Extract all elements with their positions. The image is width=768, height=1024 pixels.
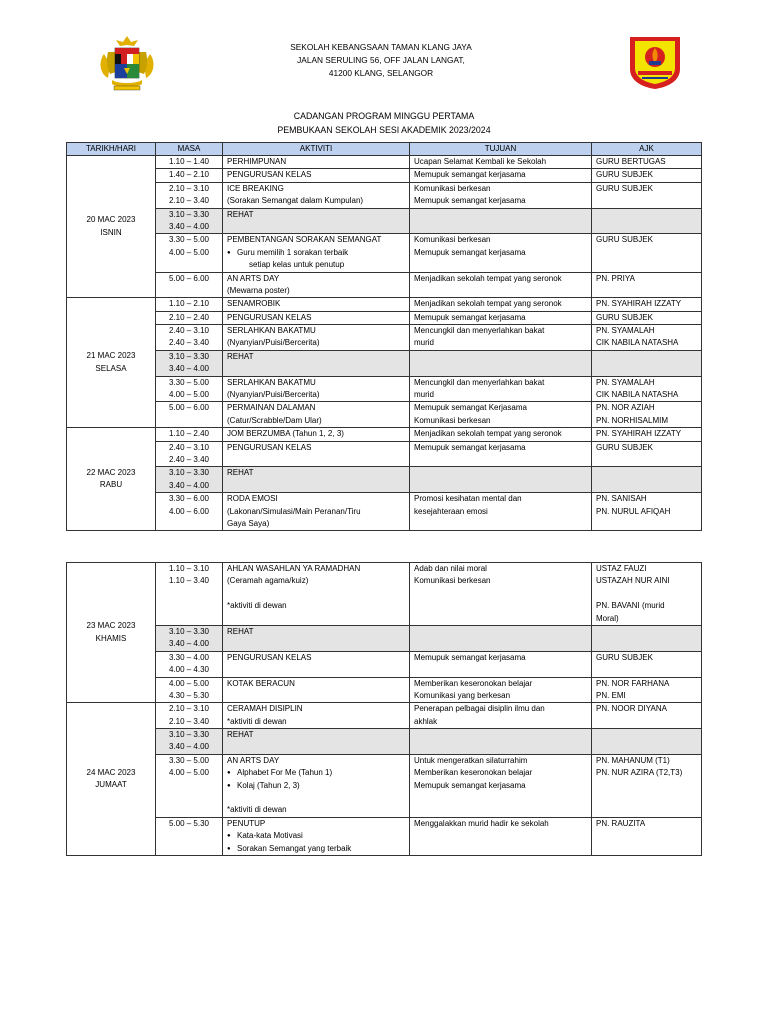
masa-text: 4.00 – 5.00 <box>168 678 210 688</box>
tujuan-text: kesejahteraan emosi <box>414 506 488 516</box>
ajk-text: PN. MAHANUM (T1) <box>596 755 670 765</box>
masa-cell <box>156 350 223 376</box>
masa-text: 3.10 – 3.30 <box>168 626 210 636</box>
aktiviti-text: (Sorakan Semangat dalam Kumpulan) <box>227 196 364 206</box>
tujuan-cell <box>410 182 592 208</box>
aktiviti-text: PENGURUSAN KELAS <box>227 170 312 180</box>
tujuan-text: Adab dan nilai moral <box>414 564 487 573</box>
aktiviti-bullet-item: ● Kolaj (Tahun 2, 3) <box>227 780 405 792</box>
ajk-cell <box>592 428 702 441</box>
masa-text: 3.10 – 3.30 <box>168 468 210 478</box>
table-row <box>67 677 702 703</box>
tujuan-text: Memberikan keseronokan belajar <box>414 768 533 778</box>
program-title-line1: CADANGAN PROGRAM MINGGU PERTAMA <box>293 111 475 121</box>
tujuan-text: murid <box>414 338 435 348</box>
masa-text: 2.10 – 3.10 <box>168 704 210 714</box>
aktiviti-cell <box>223 817 410 855</box>
masa-cell <box>156 156 223 169</box>
aktiviti-cell <box>223 376 410 402</box>
masa-text: 4.00 – 4.30 <box>168 665 210 675</box>
tujuan-cell <box>410 729 592 755</box>
tujuan-text: akhlak <box>414 716 438 726</box>
tujuan-cell <box>410 428 592 441</box>
table-row <box>67 234 702 272</box>
tujuan-cell <box>410 234 592 272</box>
ajk-cell <box>592 651 702 677</box>
ajk-text: PN. SYAMALAH <box>596 377 655 387</box>
aktiviti-text: PENUTUP <box>227 818 266 828</box>
aktiviti-text: REHAT <box>227 468 254 478</box>
masa-text: 4.00 – 5.00 <box>168 390 210 400</box>
day-date: 21 MAC 2023 <box>86 351 136 361</box>
table-row <box>67 563 702 626</box>
masa-cell <box>156 467 223 493</box>
masa-cell <box>156 703 223 729</box>
table-row-rehat <box>67 350 702 376</box>
tujuan-cell <box>410 272 592 298</box>
masa-text: 2.10 – 3.40 <box>168 716 210 726</box>
column-header-ajk: AJK <box>592 143 702 156</box>
ajk-cell <box>592 563 702 626</box>
aktiviti-text: (Ceramah agama/kuiz) <box>227 576 309 586</box>
tujuan-text: Komunikasi berkesan <box>414 235 491 245</box>
aktiviti-cell <box>223 677 410 703</box>
masa-text: 2.40 – 3.40 <box>168 338 210 348</box>
masa-cell <box>156 441 223 467</box>
day-name: ISNIN <box>100 227 122 237</box>
masa-text: 3.40 – 4.00 <box>168 639 210 649</box>
table-row-rehat <box>67 729 702 755</box>
aktiviti-bullet-item: ● Kata-kata Motivasi <box>227 830 405 842</box>
day-name: SELASA <box>95 363 127 373</box>
tujuan-text: Memupuk semangat kerjasama <box>414 780 526 790</box>
masa-text: 3.10 – 3.30 <box>168 209 210 219</box>
tujuan-text: Komunikasi berkesan <box>414 576 491 586</box>
ajk-cell <box>592 298 702 311</box>
ajk-text: USTAZ FAUZI <box>596 564 647 573</box>
table-row-rehat <box>67 208 702 234</box>
tujuan-text: Promosi kesihatan mental dan <box>414 494 522 504</box>
tujuan-cell <box>410 817 592 855</box>
tujuan-text: Memupuk semangat kerjasama <box>414 652 526 662</box>
aktiviti-bullet-item: ● Guru memilih 1 sorakan terbaik <box>227 247 405 259</box>
aktiviti-cell <box>223 729 410 755</box>
tujuan-text: Komunikasi yang berkesan <box>414 690 511 700</box>
table-row <box>67 298 702 311</box>
table-row <box>67 493 702 531</box>
aktiviti-cell <box>223 311 410 324</box>
table-row <box>67 311 702 324</box>
aktiviti-text: JOM BERZUMBA (Tahun 1, 2, 3) <box>227 429 344 439</box>
aktiviti-text: (Nyanyian/Puisi/Bercerita) <box>227 390 320 400</box>
ajk-cell <box>592 350 702 376</box>
tujuan-text: Memupuk semangat kerjasama <box>414 170 526 180</box>
masa-text: 4.00 – 5.00 <box>168 247 210 257</box>
masa-cell <box>156 208 223 234</box>
schedule-table-week-part2 <box>66 562 702 856</box>
masa-text: 3.10 – 3.30 <box>168 730 210 740</box>
table-header-row <box>67 143 702 156</box>
tujuan-cell <box>410 625 592 651</box>
masa-cell <box>156 234 223 272</box>
tujuan-text: Memberikan keseronokan belajar <box>414 678 533 688</box>
tujuan-cell <box>410 441 592 467</box>
ajk-cell <box>592 441 702 467</box>
tujuan-cell <box>410 493 592 531</box>
aktiviti-cell <box>223 169 410 182</box>
ajk-cell <box>592 754 702 817</box>
ajk-text: CIK NABILA NATASHA <box>596 390 679 400</box>
day-name: JUMAAT <box>95 780 127 790</box>
ajk-text: GURU BERTUGAS <box>596 157 666 166</box>
aktiviti-text: REHAT <box>227 351 254 361</box>
masa-cell <box>156 651 223 677</box>
aktiviti-text: PENGURUSAN KELAS <box>227 442 312 452</box>
column-header-tujuan: TUJUAN <box>410 143 592 156</box>
masa-text: 2.40 – 3.40 <box>168 454 210 464</box>
ajk-text: PN. NURUL AFIQAH <box>596 506 671 516</box>
day-cell <box>67 156 156 298</box>
tujuan-cell <box>410 677 592 703</box>
ajk-text: PN. SANISAH <box>596 494 647 504</box>
ajk-cell <box>592 467 702 493</box>
table-row <box>67 169 702 182</box>
tujuan-cell <box>410 311 592 324</box>
masa-text: 3.30 – 6.00 <box>168 494 210 504</box>
ajk-cell <box>592 625 702 651</box>
table-row <box>67 376 702 402</box>
aktiviti-text: ICE BREAKING <box>227 183 284 193</box>
aktiviti-bullet-continuation: setiap kelas untuk penutup <box>249 260 345 270</box>
masa-cell <box>156 493 223 531</box>
aktiviti-text: PENGURUSAN KELAS <box>227 312 312 322</box>
aktiviti-cell <box>223 402 410 428</box>
day-cell <box>67 563 156 703</box>
aktiviti-text: REHAT <box>227 209 254 219</box>
tujuan-text: Memupuk semangat kerjasama <box>414 312 526 322</box>
ajk-text: USTAZAH NUR AINI <box>596 576 670 586</box>
ajk-text: PN. NOR AZIAH <box>596 403 655 413</box>
table-row <box>67 817 702 855</box>
ajk-cell <box>592 817 702 855</box>
masa-text: 3.30 – 5.00 <box>168 755 210 765</box>
aktiviti-text: (Mewarna poster) <box>227 285 290 295</box>
tujuan-text: Komunikasi berkesan <box>414 183 491 193</box>
tujuan-cell <box>410 350 592 376</box>
aktiviti-cell <box>223 428 410 441</box>
tujuan-text: Menggalakkan murid hadir ke sekolah <box>414 818 549 828</box>
ajk-cell <box>592 169 702 182</box>
aktiviti-text: PENGURUSAN KELAS <box>227 652 312 662</box>
masa-text: 3.40 – 4.00 <box>168 364 210 374</box>
malaysia-coat-of-arms-logo <box>96 34 158 94</box>
ajk-text: GURU SUBJEK <box>596 235 653 245</box>
aktiviti-cell <box>223 234 410 272</box>
masa-cell <box>156 729 223 755</box>
tujuan-cell <box>410 325 592 351</box>
school-crest-logo <box>624 33 686 90</box>
aktiviti-text: PERHIMPUNAN <box>227 157 287 166</box>
day-cell <box>67 298 156 428</box>
day-cell <box>67 703 156 856</box>
ajk-text: GURU SUBJEK <box>596 312 653 322</box>
aktiviti-text: (Lakonan/Simulasi/Main Peranan/Tiru <box>227 506 361 516</box>
tujuan-cell <box>410 651 592 677</box>
ajk-cell <box>592 208 702 234</box>
blank-line <box>227 792 405 804</box>
column-header-masa: MASA <box>156 143 223 156</box>
tujuan-cell <box>410 376 592 402</box>
masa-cell <box>156 325 223 351</box>
ajk-cell <box>592 703 702 729</box>
aktiviti-cell <box>223 272 410 298</box>
aktiviti-text: AN ARTS DAY <box>227 755 280 765</box>
aktiviti-text: PERMAINAN DALAMAN <box>227 403 316 413</box>
day-date: 22 MAC 2023 <box>86 467 136 477</box>
masa-cell <box>156 182 223 208</box>
masa-cell <box>156 169 223 182</box>
table-row <box>67 325 702 351</box>
schedule-table-week-part1 <box>66 142 702 531</box>
aktiviti-cell <box>223 182 410 208</box>
masa-text: 2.40 – 3.10 <box>168 442 210 452</box>
tujuan-cell <box>410 467 592 493</box>
table-row-rehat <box>67 467 702 493</box>
ajk-text: CIK NABILA NATASHA <box>596 338 679 348</box>
aktiviti-cell <box>223 298 410 311</box>
masa-cell <box>156 311 223 324</box>
day-cell <box>67 428 156 531</box>
aktiviti-text: PEMBENTANGAN SORAKAN SEMANGAT <box>227 235 382 245</box>
blank-line <box>156 518 222 530</box>
ajk-cell <box>592 402 702 428</box>
school-header <box>220 41 542 80</box>
table-row <box>67 703 702 729</box>
table-row <box>67 182 702 208</box>
aktiviti-cell <box>223 325 410 351</box>
tujuan-text: Untuk mengeratkan silaturrahim <box>414 755 528 765</box>
tujuan-text: Komunikasi berkesan <box>414 415 491 425</box>
ajk-text: PN. SYAHIRAH IZZATY <box>596 429 682 439</box>
masa-cell <box>156 428 223 441</box>
table-row <box>67 402 702 428</box>
tujuan-cell <box>410 208 592 234</box>
aktiviti-text: (Catur/Scrabble/Dam Ular) <box>227 415 322 425</box>
blank-line <box>596 588 697 600</box>
aktiviti-text: *aktiviti di dewan <box>227 601 287 611</box>
aktiviti-text: CERAMAH DISIPLIN <box>227 704 303 714</box>
masa-text: 2.40 – 3.10 <box>168 326 210 336</box>
aktiviti-cell <box>223 208 410 234</box>
masa-cell <box>156 272 223 298</box>
table-row <box>67 156 702 169</box>
ajk-cell <box>592 272 702 298</box>
masa-text: 3.10 – 3.30 <box>168 351 210 361</box>
tujuan-text: Mencungkil dan menyerlahkan bakat <box>414 326 545 336</box>
ajk-cell <box>592 182 702 208</box>
day-date: 24 MAC 2023 <box>86 767 136 777</box>
masa-text: 5.00 – 5.30 <box>168 818 210 828</box>
masa-text: 1.10 – 3.40 <box>168 576 210 586</box>
masa-text: 3.40 – 4.00 <box>168 742 210 752</box>
ajk-text: Moral) <box>596 613 619 623</box>
tujuan-text: Memupuk semangat kerjasama <box>414 196 526 206</box>
table-row <box>67 651 702 677</box>
program-title <box>150 109 618 137</box>
day-name: RABU <box>99 480 123 490</box>
table-row <box>67 441 702 467</box>
masa-cell <box>156 376 223 402</box>
aktiviti-bullet-item: ● Sorakan Semangat yang terbaik <box>227 843 405 855</box>
masa-text: 1.40 – 2.10 <box>168 170 210 180</box>
masa-cell <box>156 402 223 428</box>
school-name: SEKOLAH KEBANGSAAN TAMAN KLANG JAYA <box>290 42 472 52</box>
tujuan-text: Memupuk semangat Kerjasama <box>414 403 527 413</box>
masa-cell <box>156 625 223 651</box>
tujuan-cell <box>410 156 592 169</box>
masa-text: 1.10 – 2.40 <box>168 429 210 439</box>
tujuan-text: Memupuk semangat kerjasama <box>414 247 526 257</box>
ajk-text: PN. BAVANI (murid <box>596 601 665 611</box>
ajk-text: PN. SYAMALAH <box>596 326 655 336</box>
aktiviti-bullet-item: ● Alphabet For Me (Tahun 1) <box>227 767 405 779</box>
ajk-cell <box>592 156 702 169</box>
aktiviti-cell <box>223 754 410 817</box>
aktiviti-cell <box>223 493 410 531</box>
ajk-text: GURU SUBJEK <box>596 183 653 193</box>
tujuan-text: Menjadikan sekolah tempat yang seronok <box>414 299 562 309</box>
aktiviti-cell <box>223 350 410 376</box>
tujuan-text: Mencungkil dan menyerlahkan bakat <box>414 377 545 387</box>
masa-text: 1.10 – 2.10 <box>168 299 210 309</box>
aktiviti-text: KOTAK BERACUN <box>227 678 295 688</box>
school-address-line1: JALAN SERULING 56, OFF JALAN LANGAT, <box>297 55 465 65</box>
aktiviti-cell <box>223 467 410 493</box>
aktiviti-note: *aktiviti di dewan <box>227 805 287 815</box>
tujuan-text: murid <box>414 390 435 400</box>
masa-cell <box>156 754 223 817</box>
tujuan-text: Penerapan pelbagai disiplin ilmu dan <box>414 704 545 714</box>
ajk-text: PN. RAUZITA <box>596 818 646 828</box>
masa-text: 4.00 – 6.00 <box>168 506 210 516</box>
tujuan-cell <box>410 402 592 428</box>
masa-text: 3.40 – 4.00 <box>168 480 210 490</box>
masa-text: 4.00 – 5.00 <box>168 768 210 778</box>
tujuan-cell <box>410 754 592 817</box>
column-header-aktiviti: AKTIVITI <box>223 143 410 156</box>
masa-text: 3.30 – 5.00 <box>168 377 210 387</box>
masa-text: 2.10 – 3.10 <box>168 183 210 193</box>
masa-text: 3.30 – 5.00 <box>168 235 210 245</box>
ajk-text: PN. SYAHIRAH IZZATY <box>596 299 682 309</box>
tujuan-cell <box>410 169 592 182</box>
aktiviti-text: SERLAHKAN BAKATMU <box>227 326 316 336</box>
aktiviti-cell <box>223 625 410 651</box>
day-name: KHAMIS <box>95 633 127 643</box>
ajk-cell <box>592 311 702 324</box>
tujuan-text: Menjadikan sekolah tempat yang seronok <box>414 429 562 439</box>
ajk-text: PN. PRIYA <box>596 273 635 283</box>
aktiviti-text: (Nyanyian/Puisi/Bercerita) <box>227 338 320 348</box>
ajk-text: PN. NOOR DIYANA <box>596 704 667 714</box>
ajk-cell <box>592 493 702 531</box>
tujuan-cell <box>410 298 592 311</box>
aktiviti-cell <box>223 156 410 169</box>
aktiviti-cell <box>223 441 410 467</box>
aktiviti-text: SENAMROBIK <box>227 299 281 309</box>
masa-cell <box>156 817 223 855</box>
column-header-tarikh: TARIKH/HARI <box>67 143 156 156</box>
tujuan-text: Menjadikan sekolah tempat yang seronok <box>414 273 562 283</box>
ajk-cell <box>592 376 702 402</box>
table-row <box>67 272 702 298</box>
ajk-text: PN. NUR AZIRA (T2,T3) <box>596 768 683 778</box>
ajk-text: PN. NOR FARHANA <box>596 678 670 688</box>
aktiviti-text: Gaya Saya) <box>227 518 270 528</box>
masa-text: 5.00 – 6.00 <box>168 403 210 413</box>
ajk-cell <box>592 677 702 703</box>
aktiviti-text: REHAT <box>227 626 254 636</box>
ajk-text: GURU SUBJEK <box>596 170 653 180</box>
program-title-line2: PEMBUKAAN SEKOLAH SESI AKADEMIK 2023/2024 <box>277 125 491 135</box>
aktiviti-cell <box>223 563 410 626</box>
table-row <box>67 428 702 441</box>
ajk-text: GURU SUBJEK <box>596 652 653 662</box>
masa-text: 3.40 – 4.00 <box>168 221 210 231</box>
masa-cell <box>156 563 223 626</box>
aktiviti-text: SERLAHKAN BAKATMU <box>227 377 316 387</box>
ajk-text: PN. NORHISALMIM <box>596 415 669 425</box>
aktiviti-text: AN ARTS DAY <box>227 273 280 283</box>
masa-text: 3.30 – 4.00 <box>168 652 210 662</box>
school-address-line2: 41200 KLANG, SELANGOR <box>328 68 434 78</box>
ajk-cell <box>592 729 702 755</box>
aktiviti-text: *aktiviti di dewan <box>227 716 287 726</box>
masa-text: 1.10 – 3.10 <box>168 564 210 573</box>
table-row <box>67 754 702 817</box>
aktiviti-text: AHLAN WASAHLAN YA RAMADHAN <box>227 564 361 573</box>
tujuan-cell <box>410 703 592 729</box>
ajk-cell <box>592 234 702 272</box>
tujuan-text: Memupuk semangat kerjasama <box>414 442 526 452</box>
ajk-text: GURU SUBJEK <box>596 442 653 452</box>
masa-text: 2.10 – 3.40 <box>168 196 210 206</box>
masa-text: 4.30 – 5.30 <box>168 690 210 700</box>
masa-cell <box>156 298 223 311</box>
masa-text: 1.10 – 1.40 <box>168 157 210 166</box>
aktiviti-cell <box>223 651 410 677</box>
ajk-text: PN. EMI <box>596 690 626 700</box>
tujuan-text: Ucapan Selamat Kembali ke Sekolah <box>414 157 547 166</box>
aktiviti-cell <box>223 703 410 729</box>
blank-line <box>227 588 405 600</box>
day-date: 20 MAC 2023 <box>86 215 136 225</box>
day-date: 23 MAC 2023 <box>86 621 136 631</box>
masa-cell <box>156 677 223 703</box>
masa-text: 5.00 – 6.00 <box>168 273 210 283</box>
masa-text: 2.10 – 2.40 <box>168 312 210 322</box>
table-row-rehat <box>67 625 702 651</box>
ajk-cell <box>592 325 702 351</box>
aktiviti-text: REHAT <box>227 730 254 740</box>
tujuan-cell <box>410 563 592 626</box>
aktiviti-text: RODA EMOSI <box>227 494 278 504</box>
